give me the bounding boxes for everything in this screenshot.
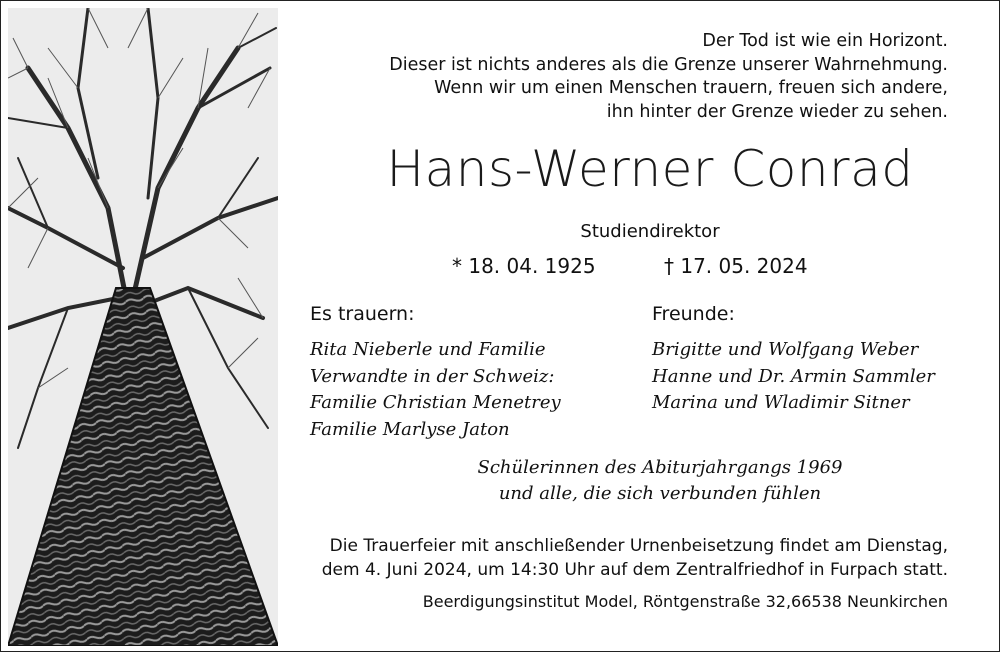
friend-name: Marina und Wladimir Sitner bbox=[652, 392, 910, 413]
friend-name: Brigitte und Wolfgang Weber bbox=[652, 339, 919, 360]
poem-line: ihn hinter der Grenze wieder zu sehen. bbox=[606, 101, 948, 122]
service-line: dem 4. Juni 2024, um 14:30 Uhr auf dem Zentralfriedhof in Furpach statt. bbox=[321, 560, 948, 580]
friends-heading: Freunde: bbox=[652, 303, 735, 325]
mourner-name: Rita Nieberle und Familie bbox=[310, 339, 546, 360]
tree-photo bbox=[8, 8, 278, 646]
students-line: und alle, die sich verbunden fühlen bbox=[498, 483, 822, 504]
students-line: Schülerinnen des Abiturjahrgangs 1969 bbox=[477, 457, 843, 478]
friends-list bbox=[652, 337, 935, 417]
students-note bbox=[300, 455, 1000, 507]
poem-line: Wenn wir um einen Menschen trauern, freuen sich andere, bbox=[434, 78, 948, 98]
deceased-name: Hans-Werner Conrad bbox=[386, 140, 914, 198]
mourners-list bbox=[310, 337, 561, 443]
mourners-heading: Es trauern: bbox=[310, 303, 415, 325]
service-line: Die Trauerfeier mit anschließender Urnenbeisetzung findet am Dienstag, bbox=[329, 536, 948, 556]
death-date: † 17. 05. 2024 bbox=[664, 254, 808, 278]
mourner-name: Verwandte in der Schweiz: bbox=[310, 365, 555, 387]
mourner-name: Familie Christian Menetrey bbox=[310, 392, 561, 413]
service-info bbox=[322, 534, 948, 582]
profession: Studiendirektor bbox=[580, 221, 720, 242]
poem-line: Der Tod ist wie ein Horizont. bbox=[702, 31, 948, 51]
poem bbox=[389, 30, 948, 124]
birth-date: * 18. 04. 1925 bbox=[452, 254, 596, 278]
friend-name: Hanne und Dr. Armin Sammler bbox=[652, 365, 935, 387]
poem-line: Dieser ist nichts anderes als die Grenze unserer Wahrnehmung. bbox=[389, 54, 948, 75]
undertaker-info: Beerdigungsinstitut Model, Röntgenstraße 32,66538 Neunkirchen bbox=[422, 592, 948, 611]
mourner-name: Familie Marlyse Jaton bbox=[310, 418, 510, 440]
